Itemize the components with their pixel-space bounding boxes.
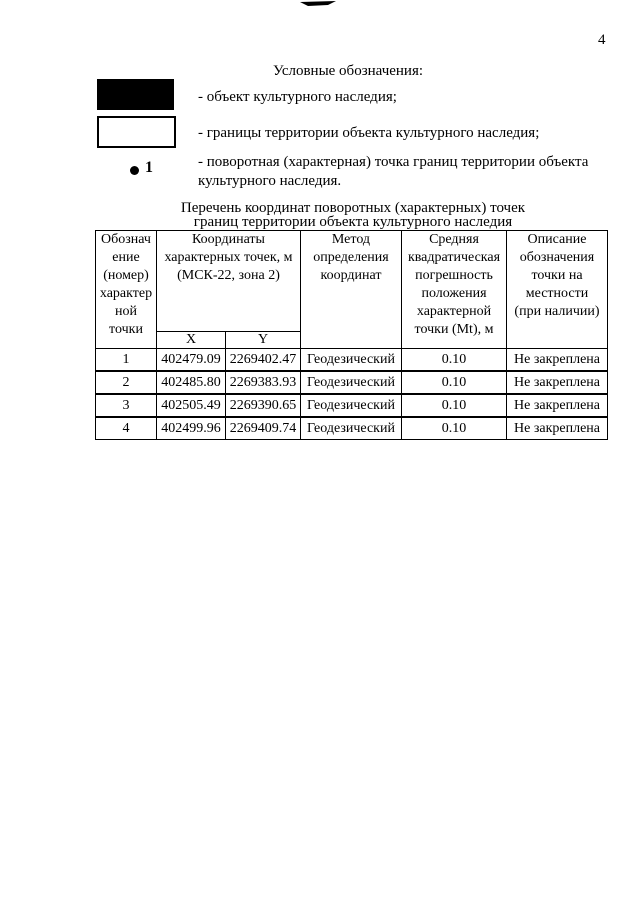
cell-method: Геодезический bbox=[301, 371, 402, 394]
cell-error: 0.10 bbox=[402, 394, 507, 417]
cell-y: 2269402.47 bbox=[226, 349, 301, 372]
page-number: 4 bbox=[598, 32, 606, 48]
cell-description: Не закреплена bbox=[507, 417, 608, 440]
cell-method: Геодезический bbox=[301, 349, 402, 372]
header-description: Описание обозначения точки на местности (при наличии) bbox=[507, 231, 608, 349]
cell-y: 2269390.65 bbox=[226, 394, 301, 417]
table-row bbox=[96, 371, 608, 394]
header-method: Метод определения координат bbox=[301, 231, 402, 349]
legend-symbol-outline-rectangle bbox=[97, 116, 176, 148]
cell-y: 2269409.74 bbox=[226, 417, 301, 440]
cell-description: Не закреплена bbox=[507, 349, 608, 372]
cell-x: 402505.49 bbox=[157, 394, 226, 417]
legend-item-territory-boundary: - границы территории объекта культурного наследия; bbox=[198, 125, 540, 141]
table-title bbox=[96, 201, 610, 229]
cell-num: 2 bbox=[96, 371, 157, 394]
table-row bbox=[96, 417, 608, 440]
cell-method: Геодезический bbox=[301, 417, 402, 440]
cell-error: 0.10 bbox=[402, 349, 507, 372]
cell-num: 3 bbox=[96, 394, 157, 417]
cell-error: 0.10 bbox=[402, 371, 507, 394]
legend-item-turning-point: - поворотная (характерная) точка границ территории объекта культурного наследия. bbox=[198, 154, 589, 189]
cell-description: Не закреплена bbox=[507, 371, 608, 394]
top-edge-mark bbox=[298, 0, 338, 8]
cell-description: Не закреплена bbox=[507, 394, 608, 417]
legend-symbol-point-label: 1 bbox=[145, 159, 153, 176]
table-row bbox=[96, 394, 608, 417]
header-coordinates: Координаты характерных точек, м (МСК-22, зона 2) bbox=[157, 231, 301, 332]
legend-symbol-point bbox=[130, 166, 139, 175]
cell-num: 4 bbox=[96, 417, 157, 440]
legend-title: Условные обозначения: bbox=[273, 63, 424, 79]
cell-x: 402485.80 bbox=[157, 371, 226, 394]
cell-error: 0.10 bbox=[402, 417, 507, 440]
legend-symbol-filled-rectangle bbox=[97, 79, 174, 110]
header-error: Средняя квадратическая погрешность положения характерной точки (Mt), м bbox=[402, 231, 507, 349]
cell-x: 402499.96 bbox=[157, 417, 226, 440]
cell-x: 402479.09 bbox=[157, 349, 226, 372]
header-designation: Обознач ение (номер) характер ной точки bbox=[96, 231, 157, 349]
coordinates-table bbox=[95, 230, 608, 440]
cell-method: Геодезический bbox=[301, 394, 402, 417]
header-y: Y bbox=[226, 332, 301, 349]
legend-item-heritage-object: - объект культурного наследия; bbox=[198, 89, 397, 105]
table-title-line-1: Перечень координат поворотных (характерных) точек bbox=[180, 200, 526, 216]
header-x: X bbox=[157, 332, 226, 349]
table-title-line-2: границ территории объекта культурного наследия bbox=[193, 214, 513, 230]
cell-y: 2269383.93 bbox=[226, 371, 301, 394]
cell-num: 1 bbox=[96, 349, 157, 372]
table-row bbox=[96, 349, 608, 372]
